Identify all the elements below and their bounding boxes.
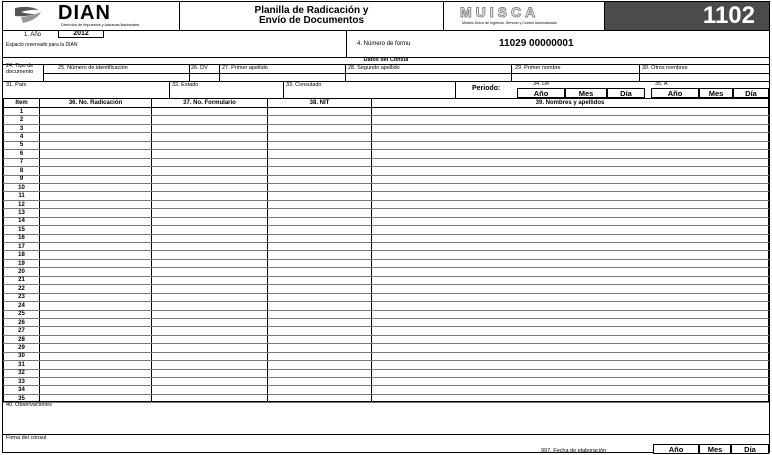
- item-number: 15: [4, 226, 40, 234]
- radicacion-cell[interactable]: [40, 183, 152, 191]
- nit-cell[interactable]: [268, 183, 372, 191]
- table-row: [4, 344, 769, 352]
- table-row: [4, 276, 769, 284]
- radicacion-cell[interactable]: [40, 302, 152, 310]
- nombres-cell[interactable]: [372, 302, 769, 310]
- item-number: 31: [4, 361, 40, 369]
- item-number: 12: [4, 200, 40, 208]
- nombres-cell[interactable]: [372, 361, 769, 369]
- to-label: 35. A: [655, 81, 668, 87]
- table-row: [4, 327, 769, 335]
- table-row: [4, 200, 769, 208]
- item-number: 13: [4, 209, 40, 217]
- formulario-cell[interactable]: [152, 386, 268, 394]
- nit-cell[interactable]: [268, 209, 372, 217]
- form-number: 1102: [605, 2, 769, 30]
- header-formulario: 37. No. Formulario: [152, 99, 268, 108]
- to-month-box[interactable]: Mes: [699, 88, 733, 98]
- formulario-cell[interactable]: [152, 327, 268, 335]
- nombres-cell[interactable]: [372, 141, 769, 149]
- table-row: [4, 251, 769, 259]
- item-number: 34: [4, 386, 40, 394]
- from-year-box[interactable]: Año: [517, 88, 565, 98]
- table-row: [4, 310, 769, 318]
- table-row: [4, 167, 769, 175]
- logo-subtitle: Dirección de Impuestos y Aduanas Nacionales: [61, 23, 140, 27]
- nit-cell[interactable]: [268, 302, 372, 310]
- table-row: [4, 116, 769, 124]
- item-number: 19: [4, 259, 40, 267]
- form-title: [180, 2, 444, 30]
- nit-cell[interactable]: [268, 378, 372, 386]
- radicacion-cell[interactable]: [40, 116, 152, 124]
- item-number: 3: [4, 124, 40, 132]
- radicacion-cell[interactable]: [40, 167, 152, 175]
- dian-logo-icon: [11, 5, 51, 27]
- muisca-logo-area: [444, 2, 605, 30]
- table-row: [4, 192, 769, 200]
- radicacion-cell[interactable]: [40, 361, 152, 369]
- nit-cell[interactable]: [268, 226, 372, 234]
- nit-cell[interactable]: [268, 293, 372, 301]
- nit-cell[interactable]: [268, 141, 372, 149]
- radicacion-cell[interactable]: [40, 217, 152, 225]
- nit-cell[interactable]: [268, 276, 372, 284]
- nombres-cell[interactable]: [372, 209, 769, 217]
- nombres-cell[interactable]: [372, 318, 769, 326]
- nit-cell[interactable]: [268, 116, 372, 124]
- radicacion-cell[interactable]: [40, 209, 152, 217]
- item-number: 33: [4, 378, 40, 386]
- nit-cell[interactable]: [268, 344, 372, 352]
- from-label: 34. De: [533, 81, 550, 87]
- form-number-field: [347, 30, 769, 57]
- formulario-cell[interactable]: [152, 310, 268, 318]
- nit-cell[interactable]: [268, 234, 372, 242]
- item-number: 23: [4, 293, 40, 301]
- nombres-cell[interactable]: [372, 276, 769, 284]
- to-year-box[interactable]: Año: [651, 88, 699, 98]
- title-line-2: Envío de Documentos: [258, 15, 364, 26]
- table-row: [4, 318, 769, 326]
- nit-cell[interactable]: [268, 251, 372, 259]
- nombres-cell[interactable]: [372, 344, 769, 352]
- formulario-cell[interactable]: [152, 150, 268, 158]
- muisca-subtitle: Modelo Único de Ingresos, Servicio y Control Automatizado: [462, 21, 557, 25]
- formulario-cell[interactable]: [152, 124, 268, 132]
- item-number: 11: [4, 192, 40, 200]
- radicacion-cell[interactable]: [40, 318, 152, 326]
- radicacion-cell[interactable]: [40, 285, 152, 293]
- nit-cell[interactable]: [268, 167, 372, 175]
- to-day-box[interactable]: Día: [733, 88, 769, 98]
- nit-cell[interactable]: [268, 243, 372, 251]
- table-row: [4, 150, 769, 158]
- nombres-cell[interactable]: [372, 352, 769, 360]
- nombres-cell[interactable]: [372, 150, 769, 158]
- formulario-cell[interactable]: [152, 243, 268, 251]
- item-number: 22: [4, 285, 40, 293]
- nit-cell[interactable]: [268, 108, 372, 116]
- nombres-cell[interactable]: [372, 158, 769, 166]
- nombres-cell[interactable]: [372, 259, 769, 267]
- nit-cell[interactable]: [268, 335, 372, 343]
- nombres-cell[interactable]: [372, 243, 769, 251]
- nombres-cell[interactable]: [372, 310, 769, 318]
- nit-cell[interactable]: [268, 285, 372, 293]
- state-label: 32. Estado: [172, 82, 199, 88]
- formulario-cell[interactable]: [152, 158, 268, 166]
- table-row: [4, 268, 769, 276]
- item-number: 2: [4, 116, 40, 124]
- from-day-box[interactable]: Día: [607, 88, 645, 98]
- first-surname-label: 27. Primer apellido: [222, 65, 268, 71]
- nombres-cell[interactable]: [372, 183, 769, 191]
- table-row: [4, 285, 769, 293]
- radicacion-cell[interactable]: [40, 268, 152, 276]
- nit-cell[interactable]: [268, 361, 372, 369]
- radicacion-cell[interactable]: [40, 251, 152, 259]
- radicacion-cell[interactable]: [40, 344, 152, 352]
- nombres-cell[interactable]: [372, 335, 769, 343]
- formulario-cell[interactable]: [152, 318, 268, 326]
- formulario-cell[interactable]: [152, 335, 268, 343]
- radicacion-cell[interactable]: [40, 234, 152, 242]
- nit-cell[interactable]: [268, 268, 372, 276]
- date-year-box[interactable]: Año: [653, 444, 699, 454]
- year-value[interactable]: 2012: [58, 30, 104, 38]
- second-surname-label: 28. Segundo apellido: [348, 65, 400, 71]
- radicacion-cell[interactable]: [40, 352, 152, 360]
- item-number: 30: [4, 352, 40, 360]
- formulario-cell[interactable]: [152, 293, 268, 301]
- date-label: 997. Fecha de elaboración: [541, 448, 607, 454]
- formulario-cell[interactable]: [152, 192, 268, 200]
- formulario-cell[interactable]: [152, 352, 268, 360]
- nit-cell[interactable]: [268, 200, 372, 208]
- radicacion-cell[interactable]: [40, 141, 152, 149]
- first-name-label: 29. Primer nombre: [515, 65, 561, 71]
- item-number: 8: [4, 167, 40, 175]
- item-number: 14: [4, 217, 40, 225]
- table-row: [4, 259, 769, 267]
- nit-cell[interactable]: [268, 369, 372, 377]
- radicacion-cell[interactable]: [40, 243, 152, 251]
- nombres-cell[interactable]: [372, 192, 769, 200]
- nit-cell[interactable]: [268, 310, 372, 318]
- nombres-cell[interactable]: [372, 124, 769, 132]
- nit-cell[interactable]: [268, 150, 372, 158]
- radicacion-cell[interactable]: [40, 150, 152, 158]
- table-row: [4, 158, 769, 166]
- nit-cell[interactable]: [268, 124, 372, 132]
- radicacion-cell[interactable]: [40, 200, 152, 208]
- item-number: 1: [4, 108, 40, 116]
- radicacion-cell[interactable]: [40, 386, 152, 394]
- year-label: 1. Año: [24, 32, 42, 38]
- radicacion-cell[interactable]: [40, 108, 152, 116]
- table-row: [4, 386, 769, 394]
- nit-cell[interactable]: [268, 352, 372, 360]
- formulario-cell[interactable]: [152, 285, 268, 293]
- formulario-cell[interactable]: [152, 344, 268, 352]
- table-header-row: [4, 99, 769, 108]
- table-row: [4, 175, 769, 183]
- observations-label: 40. Observaciones: [6, 402, 52, 408]
- item-number: 18: [4, 251, 40, 259]
- item-number: 4: [4, 133, 40, 141]
- formulario-cell[interactable]: [152, 226, 268, 234]
- formulario-cell[interactable]: [152, 369, 268, 377]
- item-number: 21: [4, 276, 40, 284]
- period-label: Periodo:: [472, 85, 501, 92]
- item-number: 26: [4, 318, 40, 326]
- table-row: [4, 141, 769, 149]
- nombres-cell[interactable]: [372, 108, 769, 116]
- nit-cell[interactable]: [268, 259, 372, 267]
- item-number: 9: [4, 175, 40, 183]
- table-row: [4, 209, 769, 217]
- formulario-cell[interactable]: [152, 251, 268, 259]
- nit-cell[interactable]: [268, 318, 372, 326]
- formulario-cell[interactable]: [152, 234, 268, 242]
- radicacion-cell[interactable]: [40, 259, 152, 267]
- formulario-cell[interactable]: [152, 108, 268, 116]
- header-radicacion: 36. No. Radicación: [40, 99, 152, 108]
- table-row: [4, 226, 769, 234]
- table-row: [4, 108, 769, 116]
- doc-type-label: 24. Tipo de documento: [6, 63, 34, 75]
- table-row: [4, 378, 769, 386]
- nombres-cell[interactable]: [372, 226, 769, 234]
- item-number: 5: [4, 141, 40, 149]
- table-row: [4, 302, 769, 310]
- formulario-cell[interactable]: [152, 200, 268, 208]
- consulate-label: 33. Consulado: [286, 82, 322, 88]
- formulario-cell[interactable]: [152, 302, 268, 310]
- nombres-cell[interactable]: [372, 378, 769, 386]
- logo-text: DIAN: [58, 2, 111, 24]
- item-number: 35: [4, 394, 40, 402]
- table-row: [4, 293, 769, 301]
- other-names-label: 30. Otros nombres: [642, 65, 688, 71]
- formulario-cell[interactable]: [152, 378, 268, 386]
- radicacion-cell[interactable]: [40, 310, 152, 318]
- nombres-cell[interactable]: [372, 167, 769, 175]
- year-reserved-area: [3, 30, 347, 57]
- nit-cell[interactable]: [268, 192, 372, 200]
- header-nit: 38. NIT: [268, 99, 372, 108]
- table-row: [4, 369, 769, 377]
- nombres-cell[interactable]: [372, 293, 769, 301]
- formulario-cell[interactable]: [152, 175, 268, 183]
- radicacion-cell[interactable]: [40, 335, 152, 343]
- nit-cell[interactable]: [268, 133, 372, 141]
- consul-section-title: Datos del Cónsul: [363, 57, 409, 63]
- nombres-cell[interactable]: [372, 251, 769, 259]
- radicacion-cell[interactable]: [40, 124, 152, 132]
- from-month-box[interactable]: Mes: [565, 88, 607, 98]
- formulario-cell[interactable]: [152, 361, 268, 369]
- table-row: [4, 133, 769, 141]
- signature-label: Firma del cónsul: [6, 435, 47, 441]
- item-number: 17: [4, 243, 40, 251]
- formulario-cell[interactable]: [152, 209, 268, 217]
- item-number: 27: [4, 327, 40, 335]
- radicacion-cell[interactable]: [40, 133, 152, 141]
- form-num-label: 4. Número de formu: [357, 41, 411, 47]
- table-row: [4, 243, 769, 251]
- formulario-cell[interactable]: [152, 217, 268, 225]
- documents-table: [3, 99, 769, 403]
- item-number: 32: [4, 369, 40, 377]
- dv-label: 26. DV: [191, 65, 208, 71]
- formulario-cell[interactable]: [152, 133, 268, 141]
- radicacion-cell[interactable]: [40, 293, 152, 301]
- title-line-1: Planilla de Radicación y: [254, 5, 369, 16]
- table-row: [4, 361, 769, 369]
- nombres-cell[interactable]: [372, 200, 769, 208]
- radicacion-cell[interactable]: [40, 327, 152, 335]
- table-row: [4, 183, 769, 191]
- item-number: 6: [4, 150, 40, 158]
- nit-cell[interactable]: [268, 158, 372, 166]
- formulario-cell[interactable]: [152, 116, 268, 124]
- formulario-cell[interactable]: [152, 276, 268, 284]
- table-row: [4, 217, 769, 225]
- formulario-cell[interactable]: [152, 167, 268, 175]
- nit-cell[interactable]: [268, 175, 372, 183]
- date-month-box[interactable]: Mes: [699, 444, 731, 454]
- nombres-cell[interactable]: [372, 175, 769, 183]
- nombres-cell[interactable]: [372, 268, 769, 276]
- nombres-cell[interactable]: [372, 234, 769, 242]
- nombres-cell[interactable]: [372, 386, 769, 394]
- formulario-cell[interactable]: [152, 183, 268, 191]
- formulario-cell[interactable]: [152, 259, 268, 267]
- nombres-cell[interactable]: [372, 285, 769, 293]
- nombres-cell[interactable]: [372, 369, 769, 377]
- radicacion-cell[interactable]: [40, 378, 152, 386]
- country-label: 31. País: [6, 82, 27, 88]
- form-page: [2, 1, 770, 453]
- radicacion-cell[interactable]: [40, 175, 152, 183]
- item-number: 25: [4, 310, 40, 318]
- reserved-label: Espacio reservado para la DIAN: [6, 42, 78, 48]
- radicacion-cell[interactable]: [40, 158, 152, 166]
- item-number: 20: [4, 268, 40, 276]
- nit-cell[interactable]: [268, 386, 372, 394]
- dian-logo-area: [3, 2, 180, 30]
- formulario-cell[interactable]: [152, 141, 268, 149]
- item-number: 28: [4, 335, 40, 343]
- header-nombres: 39. Nombres y apellidos: [372, 99, 769, 108]
- nit-cell[interactable]: [268, 217, 372, 225]
- table-row: [4, 335, 769, 343]
- formulario-cell[interactable]: [152, 268, 268, 276]
- nombres-cell[interactable]: [372, 217, 769, 225]
- table-row: [4, 124, 769, 132]
- date-day-box[interactable]: Día: [731, 444, 769, 454]
- nit-cell[interactable]: [268, 327, 372, 335]
- id-number-label: 25. Número de identificación: [58, 65, 128, 71]
- nombres-cell[interactable]: [372, 116, 769, 124]
- item-number: 16: [4, 234, 40, 242]
- nombres-cell[interactable]: [372, 327, 769, 335]
- muisca-logo-text: MUISCA: [460, 5, 598, 19]
- radicacion-cell[interactable]: [40, 369, 152, 377]
- table-row: [4, 352, 769, 360]
- table-row: [4, 234, 769, 242]
- radicacion-cell[interactable]: [40, 276, 152, 284]
- form-num-value: 11029 00000001: [499, 38, 574, 49]
- item-number: 24: [4, 302, 40, 310]
- header-item: Item: [4, 99, 40, 108]
- nombres-cell[interactable]: [372, 133, 769, 141]
- item-number: 7: [4, 158, 40, 166]
- radicacion-cell[interactable]: [40, 226, 152, 234]
- item-number: 29: [4, 344, 40, 352]
- radicacion-cell[interactable]: [40, 192, 152, 200]
- item-number: 10: [4, 183, 40, 191]
